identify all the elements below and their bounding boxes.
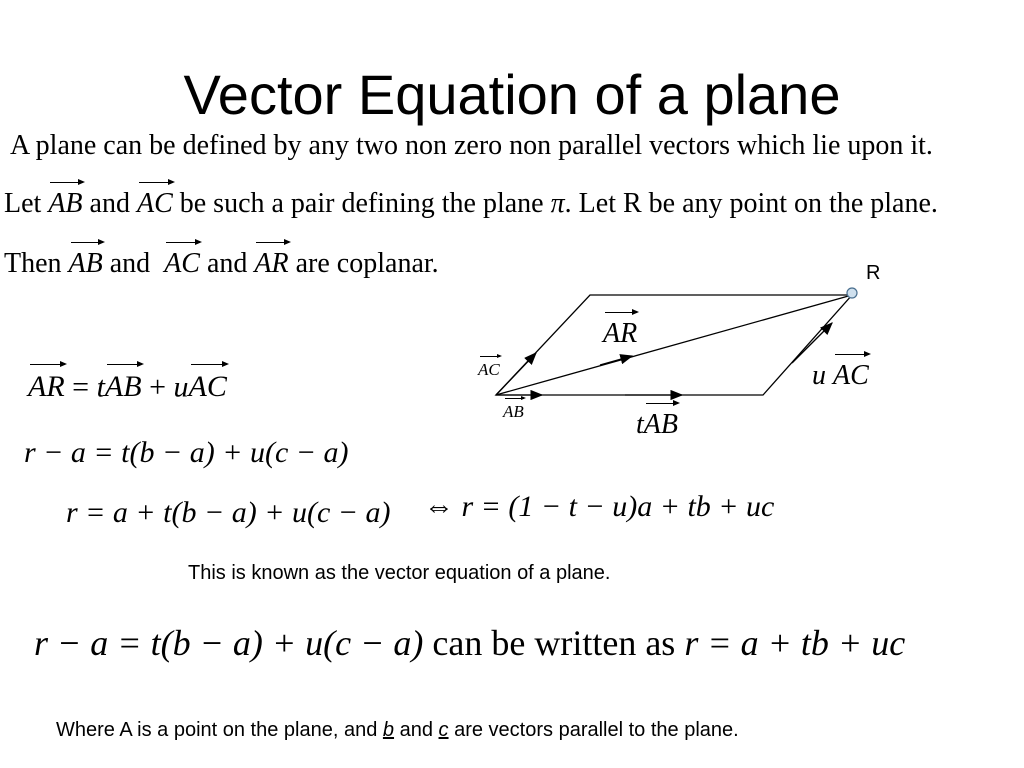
- intro-line: A plane can be defined by any two non zero non parallel vectors which lie upon it.: [10, 130, 933, 161]
- let-line-text: be such a pair defining the plane: [179, 187, 544, 219]
- diagram-uac-label: u AC: [812, 352, 869, 392]
- ac-arrow: [496, 353, 536, 395]
- parallelogram-diagram: [460, 250, 900, 450]
- summary-equation: r − a = t(b − a) + u(c − a) can be written as r = a + tb + uc: [34, 623, 906, 663]
- ar-midpoint-arrow: [600, 356, 632, 365]
- vector-ac: AC: [164, 240, 200, 280]
- and-word: and: [109, 247, 151, 279]
- equation-equivalent: [424, 490, 774, 524]
- diagram-ac-label: AC: [478, 355, 500, 380]
- plane-pi: π: [550, 187, 565, 219]
- vector-ar: AR: [254, 240, 288, 280]
- iff-symbol: ⇔: [424, 490, 454, 523]
- let-line-text-2: . Let R be any point on the plane.: [564, 187, 938, 219]
- equation-ar: AR = tAB + uAC: [28, 362, 227, 404]
- and-word: and: [206, 247, 248, 279]
- let-word: Let: [4, 187, 42, 219]
- known-as-text: This is known as the vector equation of a plane.: [188, 562, 611, 584]
- vector-ab: AB: [69, 240, 103, 280]
- vector-ac: AC: [137, 180, 173, 220]
- then-word: Then: [4, 247, 62, 279]
- page-title: Vector Equation of a plane: [183, 63, 841, 126]
- point-r-label: R: [866, 262, 881, 284]
- diagram-ab-label: AB: [503, 397, 524, 422]
- then-line-text: are coplanar.: [295, 247, 439, 279]
- diagram-ar-label: AR: [603, 310, 637, 350]
- vector-ar-arrow: [496, 295, 852, 395]
- point-r: [847, 288, 857, 298]
- equivalent-expression: r = (1 − t − u)a + tb + uc: [461, 490, 775, 523]
- and-word: and: [89, 187, 130, 219]
- vector-ab: AB: [48, 180, 82, 220]
- let-line: [4, 180, 938, 220]
- equation-r: r = a + t(b − a) + u(c − a): [66, 496, 391, 529]
- then-line: [4, 240, 439, 280]
- diagram-tab-label: tAB: [636, 401, 678, 441]
- footnote: Where A is a point on the plane, and b and c are vectors parallel to the plane.: [56, 719, 739, 741]
- equation-r-minus-a: r − a = t(b − a) + u(c − a): [24, 436, 349, 469]
